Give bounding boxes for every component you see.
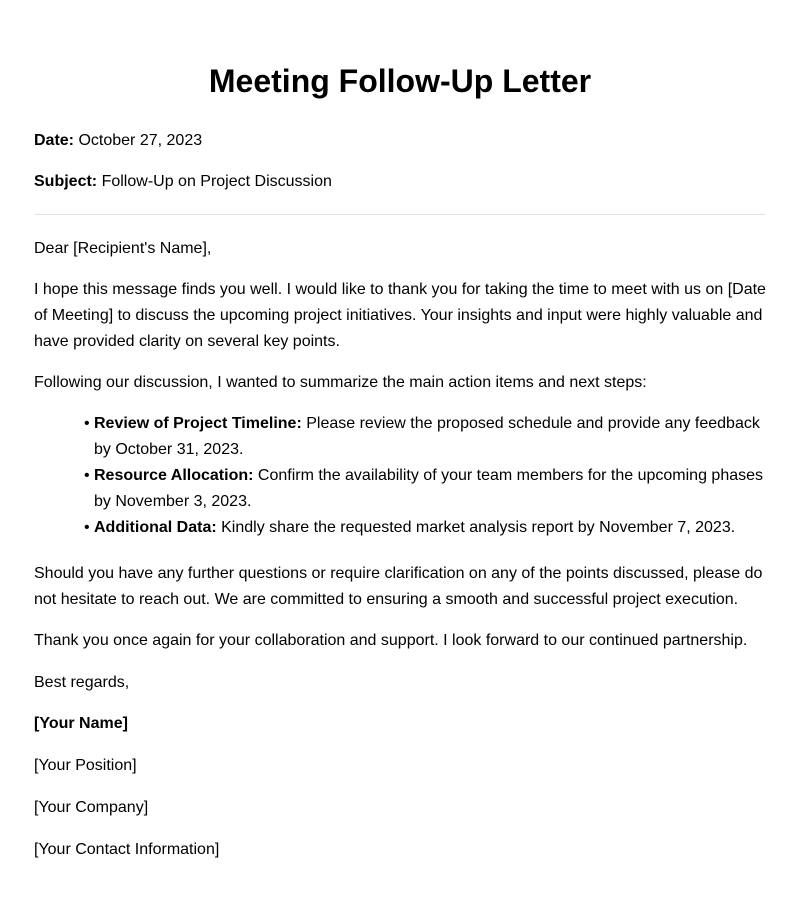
list-item	[84, 411, 766, 463]
signature-company: [Your Company]	[34, 799, 149, 816]
list-item	[84, 515, 766, 541]
date-line	[34, 128, 766, 154]
header-divider	[34, 214, 766, 215]
summary-paragraph: Following our discussion, I wanted to summarize the main action items and next steps:	[34, 374, 647, 391]
action-item-label: Additional Data:	[94, 519, 217, 536]
closing: Best regards,	[34, 674, 130, 691]
thanks-paragraph: Thank you once again for your collaboration and support. I look forward to our continued partnership.	[34, 632, 748, 649]
date-value: October 27, 2023	[78, 132, 203, 149]
signature-position: [Your Position]	[34, 757, 137, 774]
bullet-icon: •	[84, 467, 90, 484]
subject-line	[34, 169, 766, 195]
signature-name: [Your Name]	[34, 715, 128, 732]
subject-label: Subject:	[34, 173, 98, 190]
page-title: Meeting Follow-Up Letter	[208, 63, 592, 99]
subject-value: Follow-Up on Project Discussion	[101, 173, 332, 190]
bullet-icon: •	[84, 519, 90, 536]
bullet-icon: •	[84, 415, 90, 432]
action-item-text: Kindly share the requested market analysis report by November 7, 2023.	[221, 519, 736, 536]
action-items-list	[34, 411, 766, 541]
action-item-text: Confirm the availability of your team members for the upcoming phases by November 3, 2023.	[94, 467, 764, 510]
list-item	[84, 463, 766, 515]
action-item-label: Resource Allocation:	[94, 467, 254, 484]
greeting: Dear [Recipient's Name],	[34, 240, 212, 257]
questions-paragraph: Should you have any further questions or require clarification on any of the points discussed, please do not hesitate to reach out. We are committed to ensuring a smooth and successful project execution.	[34, 565, 763, 608]
action-item-text: Please review the proposed schedule and provide any feedback by October 31, 2023.	[94, 415, 760, 458]
signature-contact: [Your Contact Information]	[34, 841, 220, 858]
date-label: Date:	[34, 132, 75, 149]
intro-paragraph: I hope this message finds you well. I would like to thank you for taking the time to meet with us on [Date of Meeting] to discuss the upcoming project initiatives. Your insights and input were highly valuable and have provided clarity on several key points.	[34, 281, 766, 350]
action-item-label: Review of Project Timeline:	[94, 415, 302, 432]
